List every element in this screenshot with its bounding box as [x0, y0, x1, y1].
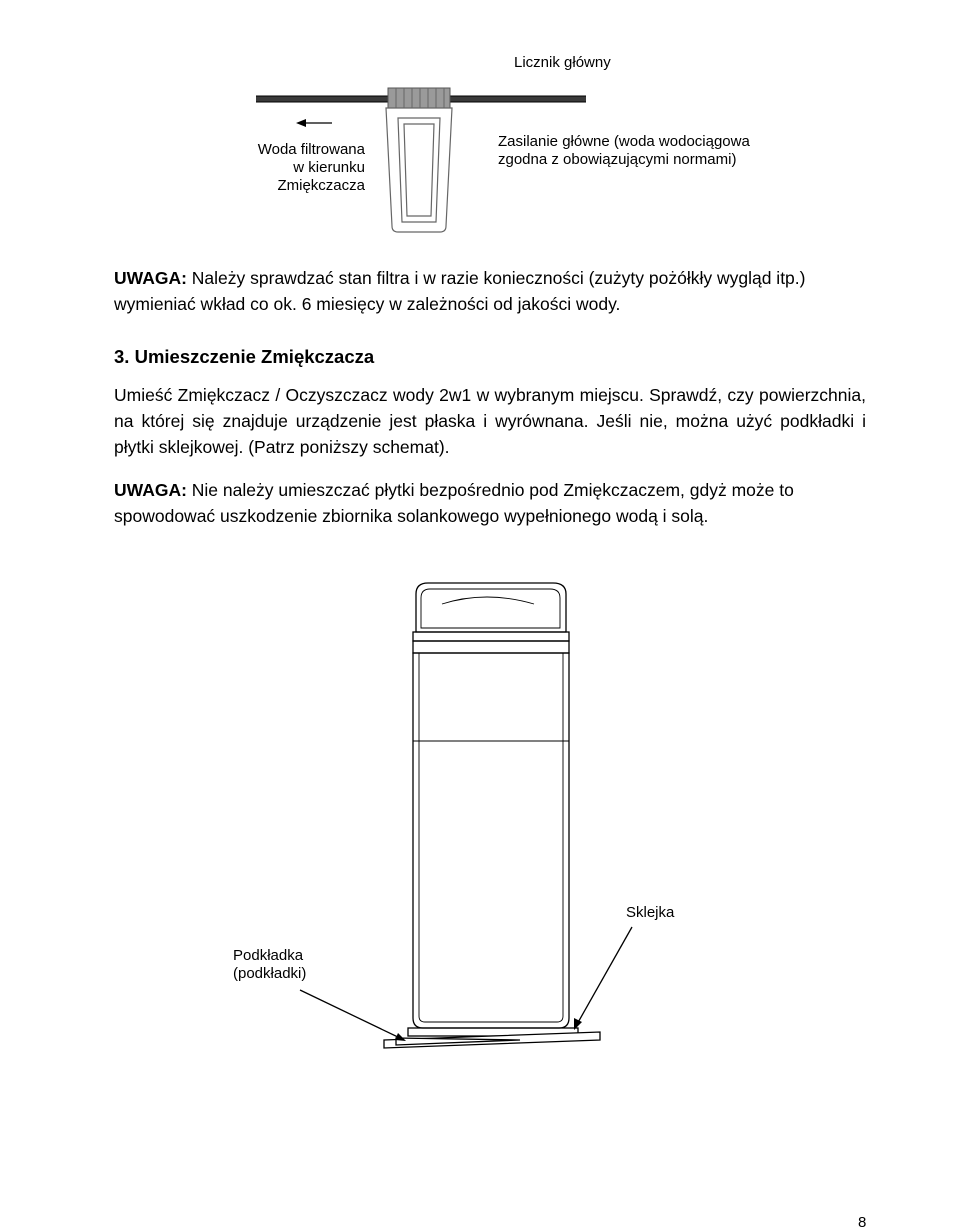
plywood-label: Sklejka [626, 904, 675, 921]
warning-plate-text: Nie należy umieszczać płytki bezpośrednio pod Zmiękczaczem, gdyż może to spowodować uszkodzenie zbiornika solankowego wypełnionego wodą i solą. [114, 480, 794, 526]
mains-line-2: zgodna z obowiązującymi normami) [498, 151, 737, 168]
plywood-arrow [574, 927, 632, 1030]
mains-line-1: Zasilanie główne (woda wodociągowa [498, 133, 750, 150]
filtered-water-line-3: Zmiękczacza [277, 177, 365, 194]
softener-body [413, 653, 569, 1028]
shim-label-line-2: (podkładki) [233, 965, 307, 982]
warning-filter-text: Należy sprawdzać stan filtra i w razie konieczności (zużyty pożółkły wygląd itp.) wymieniać wkład co ok. 6 miesięcy w zależności od jakości wody. [114, 268, 806, 314]
softener-lid [416, 583, 566, 632]
meter-label: Licznik główny [514, 54, 611, 71]
section-body: Umieść Zmiękczacz / Oczyszczacz wody 2w1 w wybranym miejscu. Sprawdź, czy powierzchnia, na której się znajduje urządzenie jest płaska i wyrównana. Jeśli nie, można użyć podkładki i płytki sklejkowej. (Patrz poniższy schemat). [114, 385, 866, 457]
filtered-water-line-2: w kierunku [293, 159, 365, 176]
softener-collar [413, 632, 569, 641]
page-number: 8 [858, 1214, 867, 1231]
warning-filter-prefix: UWAGA: [114, 268, 187, 288]
section-number: 3. [114, 346, 130, 367]
shim-arrow [300, 990, 406, 1041]
warning-plate-prefix: UWAGA: [114, 480, 187, 500]
section-title: Umieszczenie Zmiękczacza [134, 346, 375, 367]
shim-label-line-1: Podkładka [233, 947, 304, 964]
filtered-water-line-1: Woda filtrowana [257, 141, 365, 158]
shim-label [233, 947, 306, 983]
